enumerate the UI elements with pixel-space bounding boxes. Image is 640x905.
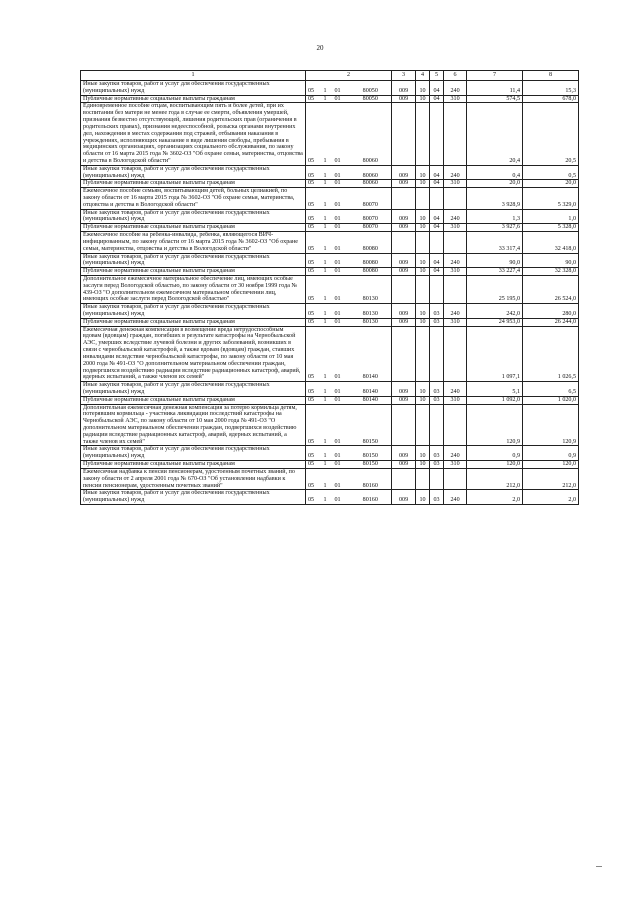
code-subprogram-cell: 1 <box>323 180 334 188</box>
code-event-cell: 01 <box>334 81 350 96</box>
expense-type-cell <box>444 232 467 253</box>
code-direction-cell: 80060 <box>350 165 392 180</box>
grbs-cell <box>392 468 416 489</box>
section-cell: 10 <box>416 81 430 96</box>
amount-year-2-cell: 26 524,0 <box>523 275 579 303</box>
table-row <box>81 103 579 165</box>
section-cell: 10 <box>416 396 430 404</box>
section-cell: 10 <box>416 304 430 319</box>
amount-year-2-cell: 0,9 <box>523 446 579 461</box>
grbs-cell: 009 <box>392 81 416 96</box>
grbs-cell <box>392 232 416 253</box>
amount-year-2-cell: 15,3 <box>523 81 579 96</box>
code-event-cell: 01 <box>334 318 350 326</box>
subsection-cell: 03 <box>430 382 444 397</box>
subsection-cell: 04 <box>430 180 444 188</box>
code-program-cell: 05 <box>306 209 323 224</box>
amount-year-2-cell: 26 244,0 <box>523 318 579 326</box>
grbs-cell: 009 <box>392 461 416 469</box>
amount-year-2-cell: 1,0 <box>523 209 579 224</box>
section-cell: 10 <box>416 268 430 276</box>
table-row <box>81 304 579 319</box>
code-subprogram-cell: 1 <box>323 461 334 469</box>
row-name-cell: Иные закупки товаров, работ и услуг для обеспечения государственных (муниципальных) нужд <box>81 304 306 319</box>
expense-type-cell <box>444 103 467 165</box>
amount-year-1-cell: 25 195,0 <box>467 275 523 303</box>
amount-year-1-cell: 0,4 <box>467 165 523 180</box>
row-name-cell: Ежемесячное пособие семьям, воспитывающим детей, больных целиакией, по закону области от 16 марта 2015 года № 3602-ОЗ "Об охране семьи, материнства, отцовства и детства в Вологодской области" <box>81 188 306 209</box>
amount-year-1-cell: 33 317,4 <box>467 232 523 253</box>
subsection-cell: 04 <box>430 268 444 276</box>
code-program-cell: 05 <box>306 95 323 103</box>
subsection-cell <box>430 404 444 446</box>
code-subprogram-cell: 1 <box>323 95 334 103</box>
row-name-cell: Иные закупки товаров, работ и услуг для обеспечения государственных (муниципальных) нужд <box>81 209 306 224</box>
code-subprogram-cell: 1 <box>323 232 334 253</box>
expense-type-cell <box>444 326 467 382</box>
section-cell: 10 <box>416 490 430 505</box>
code-direction-cell: 80140 <box>350 396 392 404</box>
subsection-cell: 03 <box>430 446 444 461</box>
code-subprogram-cell: 1 <box>323 103 334 165</box>
expense-type-cell: 240 <box>444 446 467 461</box>
grbs-cell: 009 <box>392 304 416 319</box>
table-row <box>81 95 579 103</box>
code-direction-cell: 80060 <box>350 103 392 165</box>
grbs-cell: 009 <box>392 446 416 461</box>
subsection-cell <box>430 275 444 303</box>
expense-type-cell: 240 <box>444 209 467 224</box>
table-row <box>81 165 579 180</box>
subsection-cell: 03 <box>430 461 444 469</box>
expense-type-cell: 240 <box>444 165 467 180</box>
amount-year-1-cell: 212,0 <box>467 468 523 489</box>
amount-year-2-cell: 5 328,0 <box>523 224 579 232</box>
expense-type-cell: 310 <box>444 95 467 103</box>
grbs-cell: 009 <box>392 268 416 276</box>
code-event-cell: 01 <box>334 490 350 505</box>
code-event-cell: 01 <box>334 404 350 446</box>
budget-table <box>80 70 579 505</box>
code-program-cell: 05 <box>306 253 323 268</box>
code-subprogram-cell: 1 <box>323 468 334 489</box>
row-name-cell: Дополнительная ежемесячная денежная компенсация за потерю кормильца детям, потерявшим кормильца - участника ликвидации последствий катастрофы на Чернобыльской АЭС, по закону области от 10 мая 2000 года № 491-ОЗ "О дополнительном материальном обеспечении граждан, подвергшихся воздействию радиации вследствие радиационных катастроф, аварий, ядерных испытаний, а также членов их семей" <box>81 404 306 446</box>
row-name-cell: Публичные нормативные социальные выплаты гражданам <box>81 268 306 276</box>
amount-year-2-cell: 32 328,0 <box>523 268 579 276</box>
amount-year-2-cell: 2,0 <box>523 490 579 505</box>
table-row <box>81 446 579 461</box>
subsection-cell: 04 <box>430 224 444 232</box>
subsection-cell: 04 <box>430 95 444 103</box>
code-event-cell: 01 <box>334 232 350 253</box>
code-subprogram-cell: 1 <box>323 209 334 224</box>
grbs-cell: 009 <box>392 209 416 224</box>
code-event-cell: 01 <box>334 304 350 319</box>
table-row <box>81 268 579 276</box>
subsection-cell: 04 <box>430 253 444 268</box>
code-direction-cell: 80160 <box>350 468 392 489</box>
amount-year-2-cell: 212,0 <box>523 468 579 489</box>
header-cell-8: 8 <box>523 71 579 81</box>
amount-year-2-cell: 678,0 <box>523 95 579 103</box>
code-subprogram-cell: 1 <box>323 446 334 461</box>
amount-year-1-cell: 574,5 <box>467 95 523 103</box>
grbs-cell: 009 <box>392 318 416 326</box>
amount-year-1-cell: 120,9 <box>467 404 523 446</box>
subsection-cell <box>430 326 444 382</box>
table-row <box>81 253 579 268</box>
code-subprogram-cell: 1 <box>323 165 334 180</box>
header-cell-6: 6 <box>444 71 467 81</box>
code-subprogram-cell: 1 <box>323 188 334 209</box>
table-row <box>81 382 579 397</box>
subsection-cell: 04 <box>430 165 444 180</box>
code-event-cell: 01 <box>334 382 350 397</box>
section-cell <box>416 103 430 165</box>
code-program-cell: 05 <box>306 268 323 276</box>
table-row <box>81 188 579 209</box>
code-direction-cell: 80070 <box>350 224 392 232</box>
row-name-cell: Публичные нормативные социальные выплаты гражданам <box>81 180 306 188</box>
code-program-cell: 05 <box>306 446 323 461</box>
code-direction-cell: 80160 <box>350 490 392 505</box>
code-program-cell: 05 <box>306 326 323 382</box>
expense-type-cell: 310 <box>444 268 467 276</box>
expense-type-cell: 310 <box>444 180 467 188</box>
code-program-cell: 05 <box>306 81 323 96</box>
section-cell <box>416 326 430 382</box>
expense-type-cell: 240 <box>444 81 467 96</box>
code-subprogram-cell: 1 <box>323 268 334 276</box>
section-cell: 10 <box>416 165 430 180</box>
code-program-cell: 05 <box>306 468 323 489</box>
code-event-cell: 01 <box>334 188 350 209</box>
table-body <box>81 81 579 505</box>
section-cell <box>416 188 430 209</box>
code-subprogram-cell: 1 <box>323 224 334 232</box>
table-row <box>81 275 579 303</box>
section-cell: 10 <box>416 382 430 397</box>
grbs-cell: 009 <box>392 180 416 188</box>
section-cell: 10 <box>416 209 430 224</box>
code-program-cell: 05 <box>306 232 323 253</box>
code-subprogram-cell: 1 <box>323 304 334 319</box>
subsection-cell <box>430 103 444 165</box>
code-event-cell: 01 <box>334 103 350 165</box>
row-name-cell: Публичные нормативные социальные выплаты гражданам <box>81 224 306 232</box>
code-direction-cell: 80150 <box>350 461 392 469</box>
row-name-cell: Ежемесячное пособие на ребенка-инвалида, ребенка, являющегося ВИЧ-инфицированным, по закону области от 16 марта 2015 года № 3602-ОЗ "Об охране семьи, материнства, отцовства и детства в Вологодской области" <box>81 232 306 253</box>
grbs-cell: 009 <box>392 382 416 397</box>
table-row <box>81 209 579 224</box>
code-program-cell: 05 <box>306 165 323 180</box>
code-direction-cell: 80060 <box>350 180 392 188</box>
code-program-cell: 05 <box>306 275 323 303</box>
code-direction-cell: 80050 <box>350 95 392 103</box>
row-name-cell: Иные закупки товаров, работ и услуг для обеспечения государственных (муниципальных) нужд <box>81 253 306 268</box>
code-subprogram-cell: 1 <box>323 253 334 268</box>
code-subprogram-cell: 1 <box>323 81 334 96</box>
code-event-cell: 01 <box>334 224 350 232</box>
code-subprogram-cell: 1 <box>323 396 334 404</box>
amount-year-2-cell: 6,5 <box>523 382 579 397</box>
expense-type-cell <box>444 404 467 446</box>
code-direction-cell: 80140 <box>350 326 392 382</box>
amount-year-1-cell: 242,0 <box>467 304 523 319</box>
amount-year-1-cell: 1,3 <box>467 209 523 224</box>
grbs-cell: 009 <box>392 490 416 505</box>
header-cell-1: 1 <box>81 71 306 81</box>
grbs-cell: 009 <box>392 224 416 232</box>
section-cell: 10 <box>416 224 430 232</box>
table-row <box>81 224 579 232</box>
amount-year-1-cell: 24 953,0 <box>467 318 523 326</box>
code-direction-cell: 80150 <box>350 404 392 446</box>
code-direction-cell: 80140 <box>350 382 392 397</box>
section-cell: 10 <box>416 180 430 188</box>
row-name-cell: Иные закупки товаров, работ и услуг для обеспечения государственных (муниципальных) нужд <box>81 165 306 180</box>
table-header-row <box>81 71 579 81</box>
amount-year-1-cell: 0,9 <box>467 446 523 461</box>
header-cell-3: 3 <box>392 71 416 81</box>
amount-year-1-cell: 33 227,4 <box>467 268 523 276</box>
scan-edge-mark <box>596 866 602 867</box>
code-program-cell: 05 <box>306 404 323 446</box>
row-name-cell: Иные закупки товаров, работ и услуг для обеспечения государственных (муниципальных) нужд <box>81 490 306 505</box>
subsection-cell <box>430 188 444 209</box>
header-cell-7: 7 <box>467 71 523 81</box>
subsection-cell <box>430 232 444 253</box>
table-row <box>81 232 579 253</box>
amount-year-1-cell: 20,0 <box>467 180 523 188</box>
grbs-cell <box>392 275 416 303</box>
subsection-cell <box>430 468 444 489</box>
code-subprogram-cell: 1 <box>323 318 334 326</box>
code-program-cell: 05 <box>306 318 323 326</box>
grbs-cell: 009 <box>392 253 416 268</box>
code-subprogram-cell: 1 <box>323 404 334 446</box>
table-row <box>81 318 579 326</box>
row-name-cell: Иные закупки товаров, работ и услуг для обеспечения государственных (муниципальных) нужд <box>81 382 306 397</box>
amount-year-2-cell: 0,5 <box>523 165 579 180</box>
code-direction-cell: 80130 <box>350 275 392 303</box>
code-direction-cell: 80070 <box>350 209 392 224</box>
amount-year-2-cell: 1 020,0 <box>523 396 579 404</box>
header-cell-5: 5 <box>430 71 444 81</box>
row-name-cell: Иные закупки товаров, работ и услуг для обеспечения государственных (муниципальных) нужд <box>81 81 306 96</box>
code-event-cell: 01 <box>334 468 350 489</box>
table-row <box>81 180 579 188</box>
code-subprogram-cell: 1 <box>323 382 334 397</box>
code-program-cell: 05 <box>306 382 323 397</box>
subsection-cell: 04 <box>430 209 444 224</box>
code-direction-cell: 80050 <box>350 81 392 96</box>
code-program-cell: 05 <box>306 188 323 209</box>
amount-year-1-cell: 3 928,9 <box>467 188 523 209</box>
code-program-cell: 05 <box>306 461 323 469</box>
grbs-cell: 009 <box>392 396 416 404</box>
section-cell: 10 <box>416 95 430 103</box>
code-event-cell: 01 <box>334 268 350 276</box>
row-name-cell: Иные закупки товаров, работ и услуг для обеспечения государственных (муниципальных) нужд <box>81 446 306 461</box>
subsection-cell: 03 <box>430 304 444 319</box>
amount-year-2-cell: 90,0 <box>523 253 579 268</box>
table-row <box>81 404 579 446</box>
expense-type-cell: 310 <box>444 318 467 326</box>
code-subprogram-cell: 1 <box>323 275 334 303</box>
code-direction-cell: 80130 <box>350 304 392 319</box>
table-row <box>81 490 579 505</box>
subsection-cell: 03 <box>430 490 444 505</box>
header-cell-4: 4 <box>416 71 430 81</box>
header-cell-2: 2 <box>306 71 392 81</box>
code-direction-cell: 80130 <box>350 318 392 326</box>
row-name-cell: Публичные нормативные социальные выплаты гражданам <box>81 95 306 103</box>
code-event-cell: 01 <box>334 275 350 303</box>
table-row <box>81 396 579 404</box>
expense-type-cell: 310 <box>444 224 467 232</box>
expense-type-cell <box>444 188 467 209</box>
code-subprogram-cell: 1 <box>323 490 334 505</box>
code-program-cell: 05 <box>306 224 323 232</box>
amount-year-2-cell: 32 418,0 <box>523 232 579 253</box>
subsection-cell: 03 <box>430 396 444 404</box>
code-direction-cell: 80080 <box>350 268 392 276</box>
amount-year-1-cell: 120,0 <box>467 461 523 469</box>
code-program-cell: 05 <box>306 490 323 505</box>
code-event-cell: 01 <box>334 165 350 180</box>
amount-year-1-cell: 5,1 <box>467 382 523 397</box>
code-direction-cell: 80150 <box>350 446 392 461</box>
amount-year-1-cell: 3 927,6 <box>467 224 523 232</box>
row-name-cell: Дополнительное ежемесячное материальное обеспечение лиц, имеющих особые заслуги перед Вологодской областью, по закону области от 30 ноября 1999 года № 439-ОЗ "О дополнительном ежемесячном материальном обеспечении лиц, имеющих особые заслуги перед Вологодской областью" <box>81 275 306 303</box>
table-row <box>81 81 579 96</box>
amount-year-2-cell: 20,0 <box>523 180 579 188</box>
section-cell <box>416 232 430 253</box>
section-cell <box>416 275 430 303</box>
code-event-cell: 01 <box>334 253 350 268</box>
amount-year-1-cell: 1 092,0 <box>467 396 523 404</box>
section-cell: 10 <box>416 318 430 326</box>
code-program-cell: 05 <box>306 396 323 404</box>
section-cell <box>416 468 430 489</box>
code-event-cell: 01 <box>334 326 350 382</box>
row-name-cell: Публичные нормативные социальные выплаты гражданам <box>81 396 306 404</box>
section-cell: 10 <box>416 446 430 461</box>
grbs-cell <box>392 326 416 382</box>
expense-type-cell: 310 <box>444 396 467 404</box>
code-event-cell: 01 <box>334 180 350 188</box>
grbs-cell <box>392 103 416 165</box>
table-row <box>81 461 579 469</box>
code-direction-cell: 80080 <box>350 253 392 268</box>
table-row <box>81 468 579 489</box>
code-direction-cell: 80080 <box>350 232 392 253</box>
amount-year-1-cell: 90,0 <box>467 253 523 268</box>
subsection-cell: 03 <box>430 318 444 326</box>
expense-type-cell <box>444 275 467 303</box>
section-cell: 10 <box>416 461 430 469</box>
amount-year-2-cell: 280,0 <box>523 304 579 319</box>
code-event-cell: 01 <box>334 461 350 469</box>
amount-year-2-cell: 1 026,5 <box>523 326 579 382</box>
expense-type-cell: 240 <box>444 304 467 319</box>
page-number: 20 <box>316 44 324 52</box>
expense-type-cell <box>444 468 467 489</box>
amount-year-1-cell: 11,4 <box>467 81 523 96</box>
code-program-cell: 05 <box>306 180 323 188</box>
row-name-cell: Ежемесячная надбавка к пенсии пенсионерам, удостоенным почетных званий, по закону области от 2 апреля 2001 года № 670-ОЗ "Об установлении надбавки к пенсии пенсионерам, удостоенным почетных званий" <box>81 468 306 489</box>
amount-year-2-cell: 120,9 <box>523 404 579 446</box>
amount-year-2-cell: 5 329,0 <box>523 188 579 209</box>
row-name-cell: Ежемесячная денежная компенсация в возмещение вреда нетрудоспособным вдовам (вдовцам) граждан, погибших в результате катастрофы на Чернобыльской АЭС, умерших вследствие лучевой болезни и других заболеваний, возникших в связи с чернобыльской катастрофой, а также вдовам (вдовцам) граждан, ставших инвалидами вследствие чернобыльской катастрофы, по закону области от 10 мая 2000 года № 491-ОЗ "О дополнительном материальном обеспечении граждан, подвергшихся воздействию радиации вследствие радиационных катастроф, аварий, ядерных испытаний, а также членов их семей" <box>81 326 306 382</box>
amount-year-2-cell: 120,0 <box>523 461 579 469</box>
subsection-cell: 04 <box>430 81 444 96</box>
grbs-cell <box>392 404 416 446</box>
code-program-cell: 05 <box>306 103 323 165</box>
expense-type-cell: 240 <box>444 490 467 505</box>
expense-type-cell: 240 <box>444 253 467 268</box>
amount-year-1-cell: 20,4 <box>467 103 523 165</box>
amount-year-1-cell: 1 097,1 <box>467 326 523 382</box>
expense-type-cell: 310 <box>444 461 467 469</box>
grbs-cell: 009 <box>392 165 416 180</box>
expense-type-cell: 240 <box>444 382 467 397</box>
section-cell: 10 <box>416 253 430 268</box>
row-name-cell: Единовременное пособие отцам, воспитывающим пять и более детей, при их воспитании без матери не менее года в случае ее смерти, объявления умершей, признания безвестно отсутствующей, лишения родительских прав (ограничения в родительских правах), признания недееспособной, розыска органами внутренних дел, нахождения в местах содержания под стражей, отбывания наказания в учреждениях, исполняющих наказание в виде лишения свободы, пребывания в медицинских организациях, организациях социального обслуживания, по закону области от 16 марта 2015 года № 3602-ОЗ "Об охране семьи, материнства, отцовства и детства в Вологодской области" <box>81 103 306 165</box>
code-event-cell: 01 <box>334 209 350 224</box>
code-event-cell: 01 <box>334 446 350 461</box>
amount-year-2-cell: 20,5 <box>523 103 579 165</box>
code-event-cell: 01 <box>334 95 350 103</box>
code-event-cell: 01 <box>334 396 350 404</box>
grbs-cell: 009 <box>392 95 416 103</box>
code-direction-cell: 80070 <box>350 188 392 209</box>
row-name-cell: Публичные нормативные социальные выплаты гражданам <box>81 318 306 326</box>
code-subprogram-cell: 1 <box>323 326 334 382</box>
section-cell <box>416 404 430 446</box>
code-program-cell: 05 <box>306 304 323 319</box>
amount-year-1-cell: 2,0 <box>467 490 523 505</box>
table-row <box>81 326 579 382</box>
row-name-cell: Публичные нормативные социальные выплаты гражданам <box>81 461 306 469</box>
grbs-cell <box>392 188 416 209</box>
